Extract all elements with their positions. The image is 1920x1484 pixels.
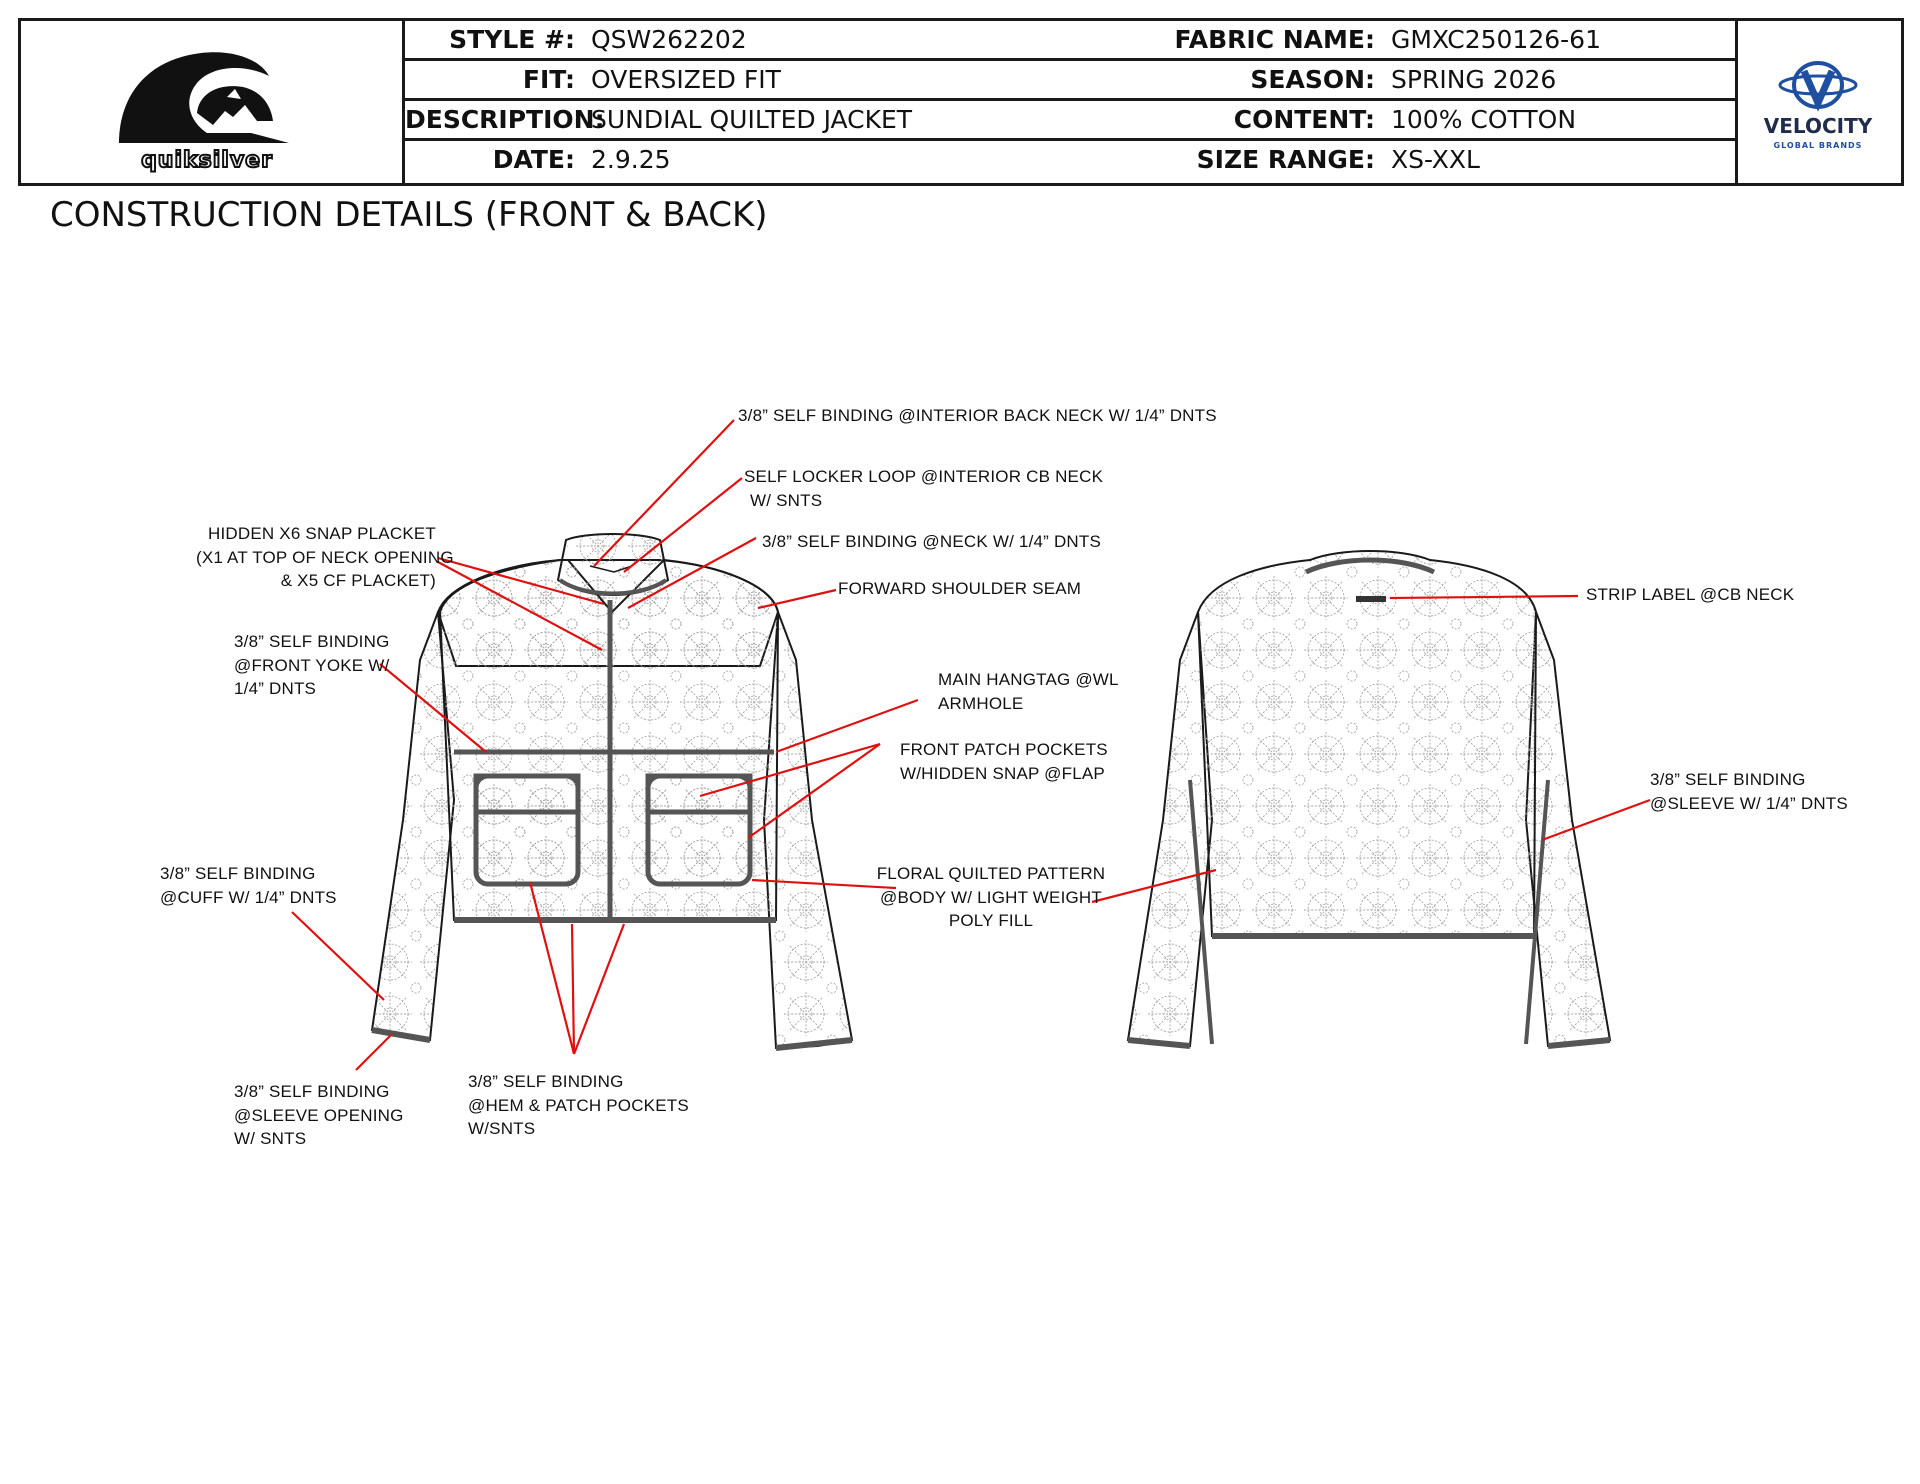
callout-neck-binding: 3/8” SELF BINDING @NECK W/ 1/4” DNTS: [762, 532, 1102, 551]
season-label: SEASON:: [1250, 65, 1375, 94]
brand-wordmark: quiksilver: [141, 148, 273, 173]
date-label: DATE:: [492, 145, 575, 174]
callout-quilted-pattern: FLORAL QUILTED PATTERN @BODY W/ LIGHT WEIGHT POLY FILL: [876, 864, 1106, 930]
back-body: [1198, 551, 1536, 936]
description-label: DESCRIPTION:: [405, 105, 605, 134]
velocity-wordmark: VELOCITY: [1763, 114, 1873, 138]
callout-front-yoke: 3/8” SELF BINDING @FRONT YOKE W/ 1/4” DNTS: [234, 632, 390, 698]
fabric-name-label: FABRIC NAME:: [1174, 25, 1375, 54]
size-range-value: XS-XXL: [1391, 145, 1480, 174]
description-value: SUNDIAL QUILTED JACKET: [591, 105, 913, 134]
callout-sleeve-binding: 3/8” SELF BINDING @SLEEVE W/ 1/4” DNTS: [1650, 770, 1848, 813]
callout-patch-pockets: FRONT PATCH POCKETS W/HIDDEN SNAP @FLAP: [900, 740, 1108, 783]
style-label: STYLE #:: [449, 25, 575, 54]
style-value: QSW262202: [591, 25, 747, 54]
front-left-pocket: [476, 776, 578, 884]
callout-snap-placket: HIDDEN X6 SNAP PLACKET (X1 AT TOP OF NECK OPENING & X5 CF PLACKET): [196, 524, 454, 590]
callout-forward-shoulder: FORWARD SHOULDER SEAM: [838, 579, 1082, 598]
callout-back-neck-binding: 3/8” SELF BINDING @INTERIOR BACK NECK W/ 1/4” DNTS: [738, 406, 1217, 425]
fit-value: OVERSIZED FIT: [591, 65, 781, 94]
callout-strip-label: STRIP LABEL @CB NECK: [1586, 585, 1795, 604]
page-title: CONSTRUCTION DETAILS (FRONT & BACK): [50, 195, 768, 235]
season-value: SPRING 2026: [1391, 65, 1557, 94]
callout-cuff-binding: 3/8” SELF BINDING @CUFF W/ 1/4” DNTS: [160, 864, 337, 907]
size-range-label: SIZE RANGE:: [1196, 145, 1375, 174]
velocity-tagline: GLOBAL BRANDS: [1773, 141, 1863, 150]
back-right-sleeve: [1526, 612, 1610, 1046]
fabric-name-value: GMXC250126-61: [1391, 25, 1601, 54]
callout-locker-loop: SELF LOCKER LOOP @INTERIOR CB NECK W/ SNTS: [744, 467, 1104, 510]
back-jacket: [1128, 551, 1610, 1046]
content-label: CONTENT:: [1233, 105, 1375, 134]
content-value: 100% COTTON: [1391, 105, 1577, 134]
date-value: 2.9.25: [591, 145, 671, 174]
callout-hem-pockets: 3/8” SELF BINDING @HEM & PATCH POCKETS W/SNTS: [468, 1072, 689, 1138]
callout-hangtag: MAIN HANGTAG @WL ARMHOLE: [938, 670, 1119, 713]
callout-sleeve-opening: 3/8” SELF BINDING @SLEEVE OPENING W/ SNTS: [234, 1082, 404, 1148]
fit-label: FIT:: [522, 65, 575, 94]
back-left-sleeve: [1128, 612, 1212, 1046]
front-right-pocket: [648, 776, 750, 884]
front-jacket: [372, 534, 852, 1048]
